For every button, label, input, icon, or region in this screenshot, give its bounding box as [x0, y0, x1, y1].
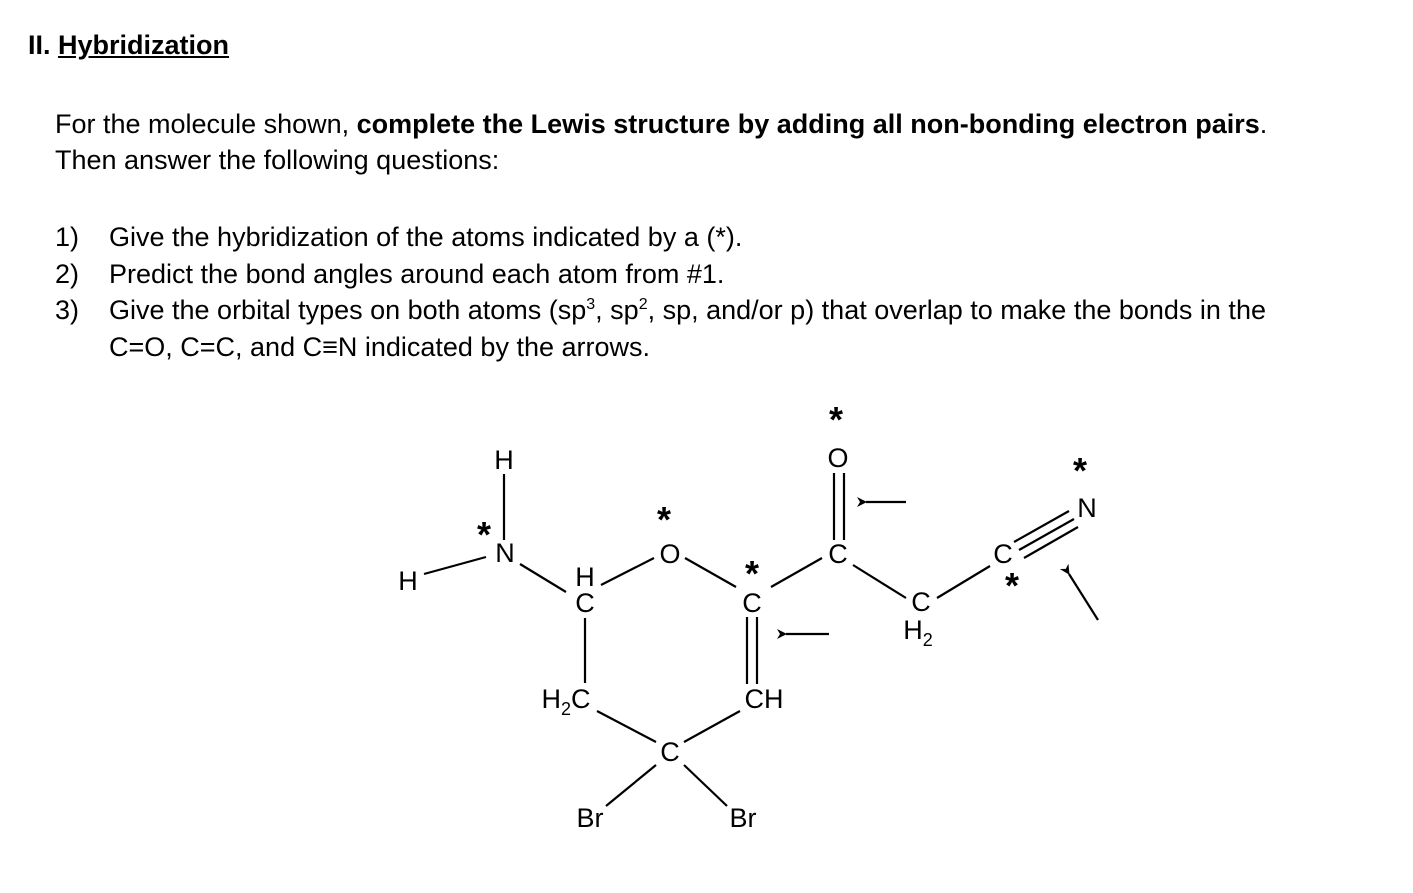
- atom-br-left: Br: [576, 803, 604, 833]
- atom-h2c: [541, 684, 590, 719]
- atom-n-nitrile: N: [1077, 493, 1097, 523]
- question-number: 1): [55, 222, 80, 252]
- section-number: II.: [28, 30, 51, 60]
- superscript: 3: [586, 296, 596, 313]
- question-number: 2): [55, 258, 80, 289]
- bond-c-ch2: [853, 565, 906, 598]
- arrow-nitrile: [1069, 574, 1098, 620]
- question-text-part: Give the orbital types on both atoms (sp: [109, 295, 587, 325]
- question-text: Give the hybridization of the atoms indicated by a (*).: [109, 222, 743, 252]
- star-n-amine: *: [476, 514, 492, 555]
- star-o-carbonyl: *: [828, 399, 844, 440]
- atom-ring-h: H: [575, 562, 595, 592]
- atom-h2c-c: C: [571, 684, 591, 714]
- atom-c-quat: C: [660, 737, 680, 767]
- atom-h-left: H: [398, 566, 418, 596]
- intro-text: For the molecule shown,: [55, 109, 357, 139]
- star-markers: [477, 399, 1087, 606]
- atom-h2c-subscript: 2: [560, 699, 572, 719]
- star-o-ring: *: [656, 499, 672, 540]
- bond-cquat-br-left: [606, 765, 656, 806]
- question-text-part: , sp, and/or p) that overlap to make the bonds in the: [647, 295, 1266, 325]
- atom-c-nitrile: C: [993, 539, 1013, 569]
- question-text-part: , sp: [595, 295, 639, 325]
- bond-ch2-c: [937, 566, 990, 598]
- intro-bold-text: complete the Lewis structure by adding all non-bonding electron pairs: [356, 109, 1260, 139]
- atom-h-top: H: [494, 445, 514, 475]
- atom-h2c-h: H: [541, 684, 561, 714]
- bond-h-n: [424, 557, 486, 574]
- question-text-line-2: C=O, C=C, and C≡N indicated by the arrows.: [109, 331, 650, 362]
- atom-c-carbonyl: C: [828, 539, 848, 569]
- question-number: 3): [55, 295, 80, 325]
- atom-c-alkene: C: [742, 588, 762, 618]
- atom-ch2-subscript: 2: [922, 630, 933, 650]
- atom-ch2-h-letter: H: [903, 615, 923, 645]
- question-text: Predict the bond angles around each atom from #1.: [109, 258, 725, 289]
- atom-br-right: Br: [729, 803, 757, 833]
- superscript: 2: [638, 296, 648, 313]
- bond-lines: [424, 473, 1078, 806]
- bond-n-c: [520, 564, 566, 592]
- star-c-nitrile: *: [1004, 565, 1020, 606]
- bond-c-c-carbonyl: [771, 558, 822, 587]
- atom-n-amine: N: [495, 538, 515, 568]
- bond-c-o-ring: [601, 558, 654, 585]
- atom-ring-c: C: [575, 588, 595, 618]
- bond-h2c-cquat: [597, 711, 656, 742]
- bond-ch-cquat: [684, 711, 740, 742]
- star-c-alkene: *: [744, 553, 760, 594]
- bond-o-c-ring: [685, 558, 736, 587]
- bond-cquat-br-right: [684, 765, 727, 806]
- atom-ch2-h: [903, 615, 933, 650]
- atom-ch2-c: C: [911, 587, 931, 617]
- atom-ch: CH: [744, 684, 784, 714]
- star-n-nitrile: *: [1072, 450, 1088, 491]
- intro-period: .: [1259, 109, 1268, 139]
- section-title: Hybridization: [58, 30, 230, 60]
- intro-line-2: Then answer the following questions:: [55, 145, 500, 175]
- atom-o-carbonyl: O: [827, 443, 849, 473]
- atom-o-ring: O: [659, 539, 681, 569]
